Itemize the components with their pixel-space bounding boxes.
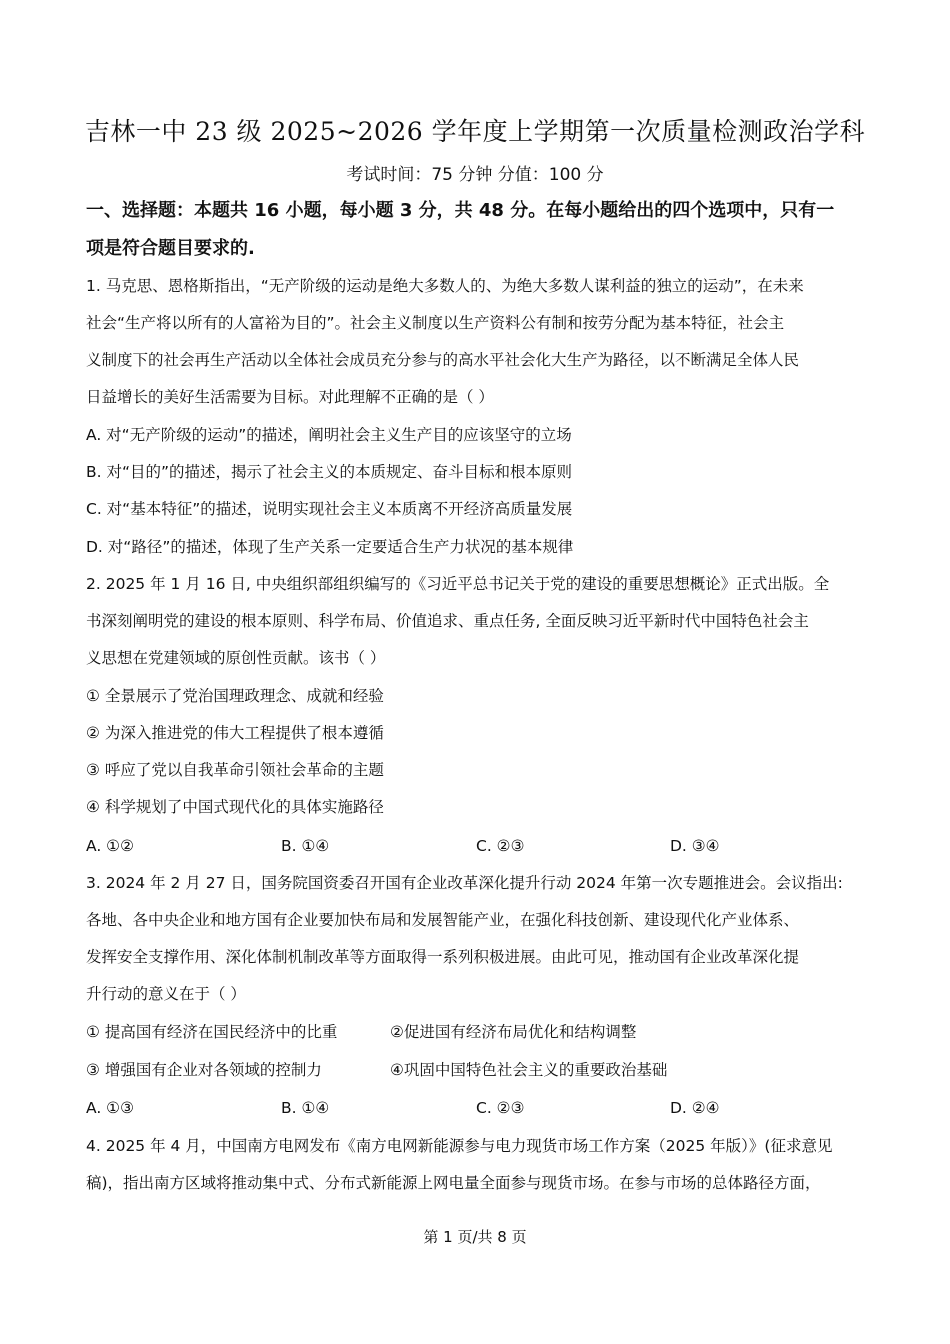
q2-line-1: 2. 2025 年 1 月 16 日, 中央组织部组织编写的《习近平总书记关于党的建设的重要思想概论》正式出版。全: [86, 575, 830, 593]
q2-choice-c: C. ②③: [476, 837, 525, 855]
q3-choice-b: B. ①④: [281, 1099, 330, 1117]
q3-line-1: 3. 2024 年 2 月 27 日，国务院国资委召开国有企业改革深化提升行动 2024 年第一次专题推进会。会议指出:: [86, 874, 843, 892]
q4-line-1: 4. 2025 年 4 月，中国南方电网发布《南方电网新能源参与电力现货市场工作方案（2025 年版）》(征求意见: [86, 1137, 833, 1155]
q3-line-2: 各地、各中央企业和地方国有企业要加快布局和发展智能产业，在强化科技创新、建设现代化产业体系、: [86, 911, 800, 929]
q2-statement-2: ② 为深入推进党的伟大工程提供了根本遵循: [86, 724, 384, 742]
section-heading: [86, 192, 876, 268]
q2-statement-1: ① 全景展示了党治国理政理念、成就和经验: [86, 687, 384, 705]
q1-line-1: 1. 马克思、恩格斯指出，“无产阶级的运动是绝大多数人的、为绝大多数人谋利益的独立的运动”，在未来: [86, 277, 804, 295]
q1-option-d: D. 对“路径”的描述，体现了生产关系一定要适合生产力状况的基本规律: [86, 538, 574, 556]
q3-line-4: 升行动的意义在于（ ）: [86, 985, 246, 1003]
q2-choice-b: B. ①④: [281, 837, 330, 855]
q3-choice-d: D. ②④: [670, 1099, 720, 1117]
q1-line-2: 社会“生产将以所有的人富裕为目的”。社会主义制度以生产资料公有制和按劳分配为基本特征，社会主: [86, 314, 785, 332]
q2-line-2: 书深刻阐明党的建设的根本原则、科学布局、价值追求、重点任务, 全面反映习近平新时代中国特色社会主: [86, 612, 809, 630]
q3-statement-2: ②促进国有经济布局优化和结构调整: [390, 1023, 637, 1041]
q3-statement-1: ① 提高国有经济在国民经济中的比重: [86, 1023, 338, 1041]
q1-option-b: B. 对“目的”的描述，揭示了社会主义的本质规定、奋斗目标和根本原则: [86, 463, 573, 481]
page-footer: 第 1 页/共 8 页: [423, 1228, 527, 1246]
q3-choice-a: A. ①③: [86, 1099, 134, 1117]
q1-line-3: 义制度下的社会再生产活动以全体社会成员充分参与的高水平社会化大生产为路径，以不断满足全体人民: [86, 351, 800, 369]
section-heading-line-2: 项是符合题目要求的.: [86, 238, 255, 259]
q1-option-a: A. 对“无产阶级的运动”的描述，阐明社会主义生产目的应该坚守的立场: [86, 426, 572, 444]
q1-option-c: C. 对“基本特征”的描述，说明实现社会主义本质离不开经济高质量发展: [86, 500, 573, 518]
q2-choice-d: D. ③④: [670, 837, 720, 855]
q2-choice-a: A. ①②: [86, 837, 134, 855]
q1-line-4: 日益增长的美好生活需要为目标。对此理解不正确的是（ ）: [86, 388, 494, 406]
exam-subtitle: 考试时间：75 分钟 分值：100 分: [346, 165, 604, 185]
q3-choice-c: C. ②③: [476, 1099, 525, 1117]
q4-line-2: 稿)，指出南方区域将推动集中式、分布式新能源上网电量全面参与现货市场。在参与市场的总体路径方面，: [86, 1174, 821, 1192]
q3-statement-3: ③ 增强国有企业对各领域的控制力: [86, 1061, 322, 1079]
q2-statement-3: ③ 呼应了党以自我革命引领社会革命的主题: [86, 761, 384, 779]
q2-line-3: 义思想在党建领域的原创性贡献。该书（ ）: [86, 649, 386, 667]
q3-line-3: 发挥安全支撑作用、深化体制机制改革等方面取得一系列积极进展。由此可见，推动国有企业改革深化提: [86, 948, 800, 966]
section-heading-line-1: 一、选择题：本题共 16 小题，每小题 3 分，共 48 分。在每小题给出的四个选项中，只有一: [86, 200, 835, 221]
exam-title: 吉林一中 23 级 2025~2026 学年度上学期第一次质量检测政治学科: [84, 117, 866, 146]
q2-statement-4: ④ 科学规划了中国式现代化的具体实施路径: [86, 798, 384, 816]
q3-statement-4: ④巩固中国特色社会主义的重要政治基础: [390, 1061, 668, 1079]
